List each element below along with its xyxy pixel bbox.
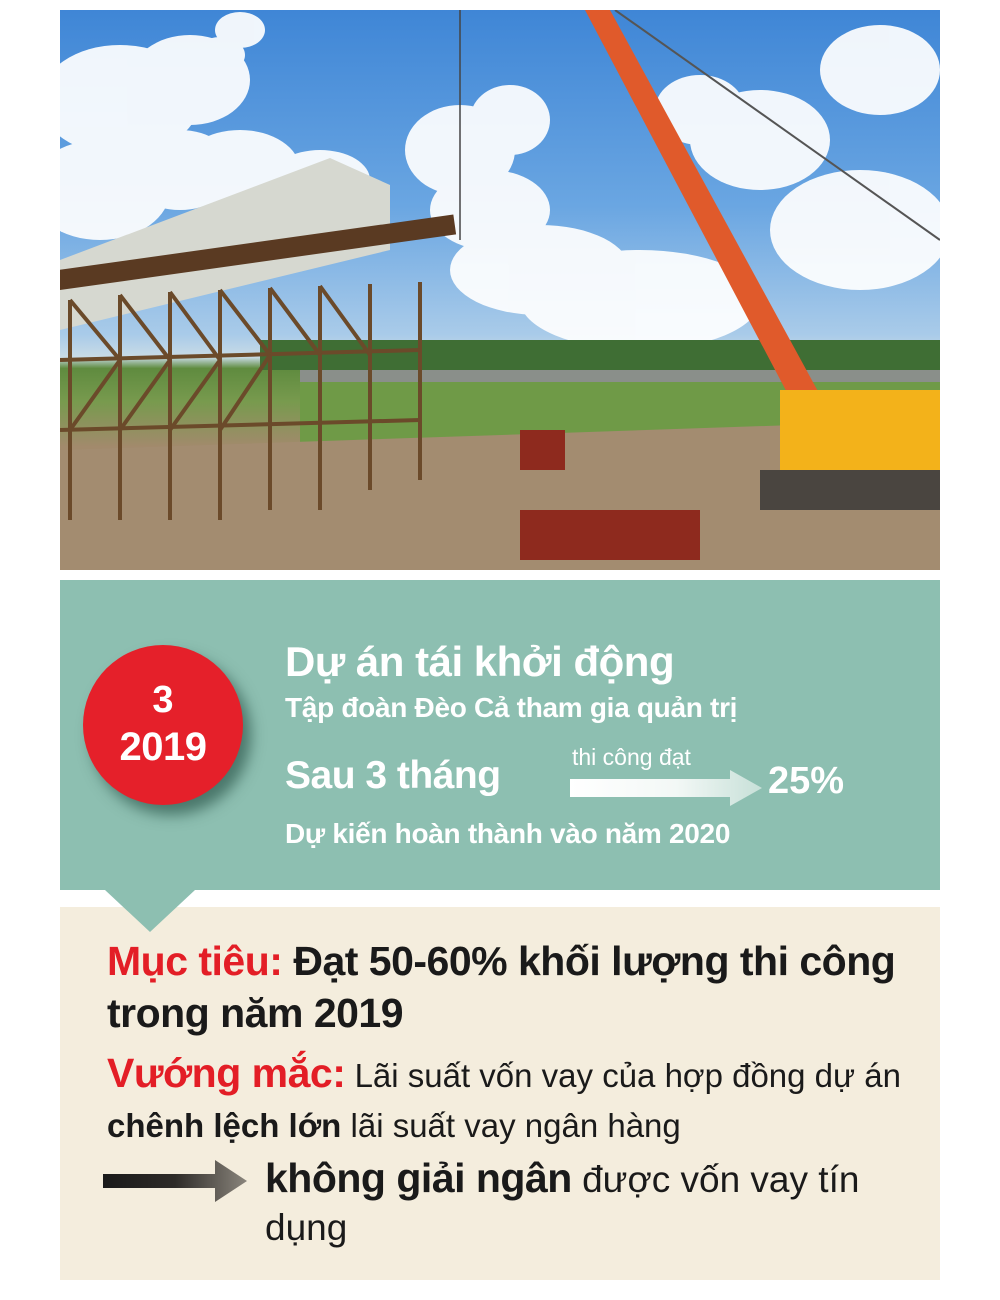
- issue-label: Vướng mắc:: [107, 1050, 346, 1096]
- issue-statement: [107, 1048, 927, 1151]
- result-arrow-icon: [103, 1158, 248, 1204]
- right-arrow-icon: [570, 770, 765, 806]
- result-text: được vốn vay tín dụng: [265, 1159, 860, 1248]
- progress-value: 25%: [768, 760, 845, 802]
- construction-site-photo: [60, 10, 940, 570]
- goal-text: Đạt 50-60% khối lượng thi công trong năm 2019: [107, 938, 896, 1036]
- callout-pointer: [105, 890, 195, 932]
- photo-illustration: [60, 10, 940, 570]
- issue-text-1: Lãi suất vốn vay của hợp đồng dự án: [354, 1057, 901, 1094]
- timeline-title: Dự án tái khởi động: [285, 638, 675, 685]
- issue-emphasis: chênh lệch lớn: [107, 1107, 342, 1144]
- badge-month: 3: [152, 679, 174, 721]
- issue-text-2: lãi suất vay ngân hàng: [350, 1107, 681, 1144]
- badge-year: 2019: [119, 725, 207, 769]
- progress-period: Sau 3 tháng: [285, 754, 501, 797]
- goal-label: Mục tiêu:: [107, 938, 283, 984]
- result-statement: [265, 1154, 925, 1252]
- timeline-subtitle: Tập đoàn Đèo Cả tham gia quản trị: [285, 692, 738, 723]
- expected-completion: Dự kiến hoàn thành vào năm 2020: [285, 818, 731, 849]
- result-emphasis: không giải ngân: [265, 1155, 572, 1201]
- progress-arrow-label: thi công đạt: [572, 744, 691, 770]
- goal-statement: [107, 935, 907, 1039]
- date-badge: [83, 645, 243, 805]
